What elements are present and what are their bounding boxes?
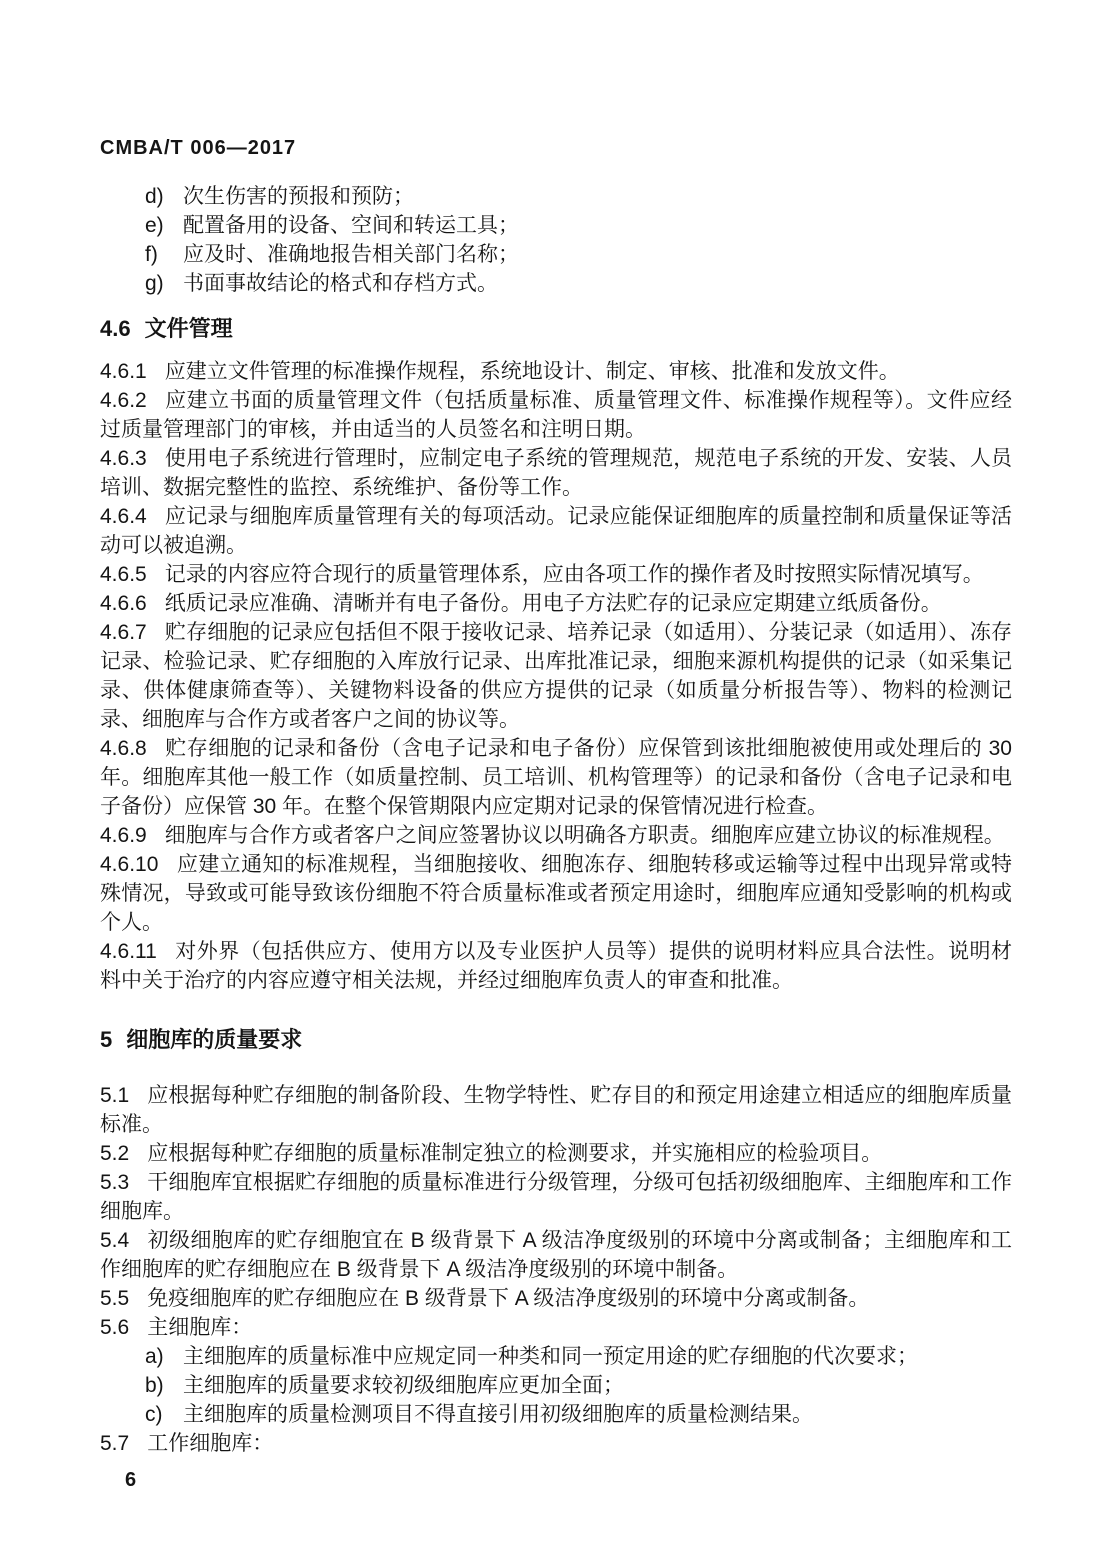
clause-text: 工作细胞库： — [147, 1432, 274, 1455]
clause-5-4 — [100, 1226, 1012, 1284]
list-item-label: f) — [145, 243, 158, 266]
list-item-text: 应及时、准确地报告相关部门名称； — [183, 243, 519, 266]
list-item — [100, 240, 1012, 269]
clause-4-6-8 — [100, 734, 1012, 821]
clause-number: 4.6.4 — [100, 505, 147, 528]
list-item — [100, 182, 1012, 211]
section-number: 5 — [100, 1027, 113, 1052]
clause-number: 4.6.1 — [100, 360, 147, 383]
list-item-label: e) — [145, 214, 164, 237]
clause-number: 4.6.2 — [100, 389, 147, 412]
clause-text: 对外界（包括供应方、使用方以及专业医护人员等）提供的说明材料应具合法性。说明材料中关于治疗的内容应遵守相关法规，并经过细胞库负责人的审查和批准。 — [100, 940, 1012, 992]
clause-4-6-3 — [100, 444, 1012, 502]
section-5-heading — [100, 1025, 1012, 1054]
clause-number: 4.6.11 — [100, 940, 157, 963]
list-item — [100, 211, 1012, 240]
clause-4-6-11 — [100, 937, 1012, 995]
list-item-text: 次生伤害的预报和预防； — [183, 185, 414, 208]
clause-5-1 — [100, 1081, 1012, 1139]
clause-text: 使用电子系统进行管理时，应制定电子系统的管理规范，规范电子系统的开发、安装、人员培训、数据完整性的监控、系统维护、备份等工作。 — [100, 447, 1012, 499]
clause-number: 5.2 — [100, 1142, 130, 1165]
list-item-label: a) — [145, 1345, 164, 1368]
clause-text: 应记录与细胞库质量管理有关的每项活动。记录应能保证细胞库的质量控制和质量保证等活动可以被追溯。 — [100, 505, 1012, 557]
clause-text: 应建立文件管理的标准操作规程，系统地设计、制定、审核、批准和发放文件。 — [164, 360, 900, 383]
clause-number: 5.1 — [100, 1084, 130, 1107]
clause-text: 细胞库与合作方或者客户之间应签署协议以明确各方职责。细胞库应建立协议的标准规程。 — [164, 824, 1005, 847]
list-item-label: b) — [145, 1374, 164, 1397]
clause-text: 记录的内容应符合现行的质量管理体系，应由各项工作的操作者及时按照实际情况填写。 — [164, 563, 984, 586]
list-item-text: 主细胞库的质量标准中应规定同一种类和同一预定用途的贮存细胞的代次要求； — [183, 1345, 918, 1368]
clause-text: 主细胞库： — [147, 1316, 253, 1339]
section-4-6-heading — [100, 314, 1012, 343]
list-item — [100, 1400, 1012, 1429]
clause-text: 贮存细胞的记录应包括但不限于接收记录、培养记录（如适用）、分装记录（如适用）、冻存记录、检验记录、贮存细胞的入库放行记录、出库批准记录，细胞来源机构提供的记录（如采集记录、供体健康筛查等）、关键物料设备的供应方提供的记录（如质量分析报告等）、物料的检测记录、细胞库与合作方或者客户之间的协议等。 — [100, 621, 1012, 731]
clause-text: 初级细胞库的贮存细胞宜在 B 级背景下 A 级洁净度级别的环境中分离或制备；主细胞库和工作细胞库的贮存细胞应在 B 级背景下 A 级洁净度级别的环境中制备。 — [100, 1229, 1012, 1281]
clause-text: 贮存细胞的记录和备份（含电子记录和电子备份）应保管到该批细胞被使用或处理后的 30 年。细胞库其他一般工作（如质量控制、员工培训、机构管理等）的记录和备份（含电子记录和电子备份）应保管 30 年。在整个保管期限内应定期对记录的保管情况进行检查。 — [100, 737, 1012, 818]
list-item-label: c) — [145, 1403, 163, 1426]
clause-5-3 — [100, 1168, 1012, 1226]
clause-number: 4.6.3 — [100, 447, 147, 470]
list-item-text: 配置备用的设备、空间和转运工具； — [183, 214, 519, 237]
clause-number: 5.7 — [100, 1432, 130, 1455]
list-item-text: 书面事故结论的格式和存档方式。 — [183, 272, 498, 295]
section-title: 文件管理 — [144, 316, 233, 341]
list-item-text: 主细胞库的质量要求较初级细胞库应更加全面； — [183, 1374, 624, 1397]
list-item-text: 主细胞库的质量检测项目不得直接引用初级细胞库的质量检测结果。 — [183, 1403, 813, 1426]
clause-4-6-5 — [100, 560, 1012, 589]
clause-number: 5.6 — [100, 1316, 130, 1339]
clause-number: 4.6.5 — [100, 563, 147, 586]
list-item-label: d) — [145, 185, 164, 208]
clause-4-6-1 — [100, 357, 1012, 386]
clause-4-6-6 — [100, 589, 1012, 618]
clause-number: 4.6.8 — [100, 737, 147, 760]
clause-4-6-4 — [100, 502, 1012, 560]
clause-text: 应根据每种贮存细胞的制备阶段、生物学特性、贮存目的和预定用途建立相适应的细胞库质量标准。 — [100, 1084, 1012, 1136]
list-item-label: g) — [145, 272, 164, 295]
page-number: 6 — [125, 1469, 137, 1491]
clause-4-6-9 — [100, 821, 1012, 850]
section-title: 细胞库的质量要求 — [126, 1027, 303, 1052]
section-number: 4.6 — [100, 316, 131, 341]
clause-5-5 — [100, 1284, 1012, 1313]
page-content — [100, 136, 1012, 1495]
clause-4-6-10 — [100, 850, 1012, 937]
clause-text: 应建立通知的标准规程，当细胞接收、细胞冻存、细胞转移或运输等过程中出现异常或特殊情况，导致或可能导致该份细胞不符合质量标准或者预定用途时，细胞库应通知受影响的机构或个人。 — [100, 853, 1012, 934]
master-cell-bank-list — [100, 1342, 1012, 1429]
clause-text: 干细胞库宜根据贮存细胞的质量标准进行分级管理，分级可包括初级细胞库、主细胞库和工作细胞库。 — [100, 1171, 1012, 1223]
clause-number: 4.6.6 — [100, 592, 147, 615]
clause-text: 免疫细胞库的贮存细胞应在 B 级背景下 A 级洁净度级别的环境中分离或制备。 — [147, 1287, 870, 1310]
clause-text: 应根据每种贮存细胞的质量标准制定独立的检测要求，并实施相应的检验项目。 — [147, 1142, 883, 1165]
clause-number: 4.6.10 — [100, 853, 159, 876]
clause-5-7 — [100, 1429, 1012, 1458]
list-item — [100, 1371, 1012, 1400]
list-item — [100, 1342, 1012, 1371]
clause-4-6-2 — [100, 386, 1012, 444]
clause-5-2 — [100, 1139, 1012, 1168]
clause-4-6-7 — [100, 618, 1012, 734]
clause-number: 4.6.7 — [100, 621, 147, 644]
clause-number: 5.4 — [100, 1229, 130, 1252]
clause-text: 应建立书面的质量管理文件（包括质量标准、质量管理文件、标准操作规程等）。文件应经过质量管理部门的审核，并由适当的人员签名和注明日期。 — [100, 389, 1012, 441]
clause-number: 5.5 — [100, 1287, 130, 1310]
clause-number: 4.6.9 — [100, 824, 147, 847]
clause-5-6 — [100, 1313, 1012, 1342]
clause-text: 纸质记录应准确、清晰并有电子备份。用电子方法贮存的记录应定期建立纸质备份。 — [164, 592, 942, 615]
accident-plan-list — [100, 182, 1012, 298]
document-code-header: CMBA/T 006—2017 — [100, 137, 297, 159]
list-item — [100, 269, 1012, 298]
clause-number: 5.3 — [100, 1171, 130, 1194]
